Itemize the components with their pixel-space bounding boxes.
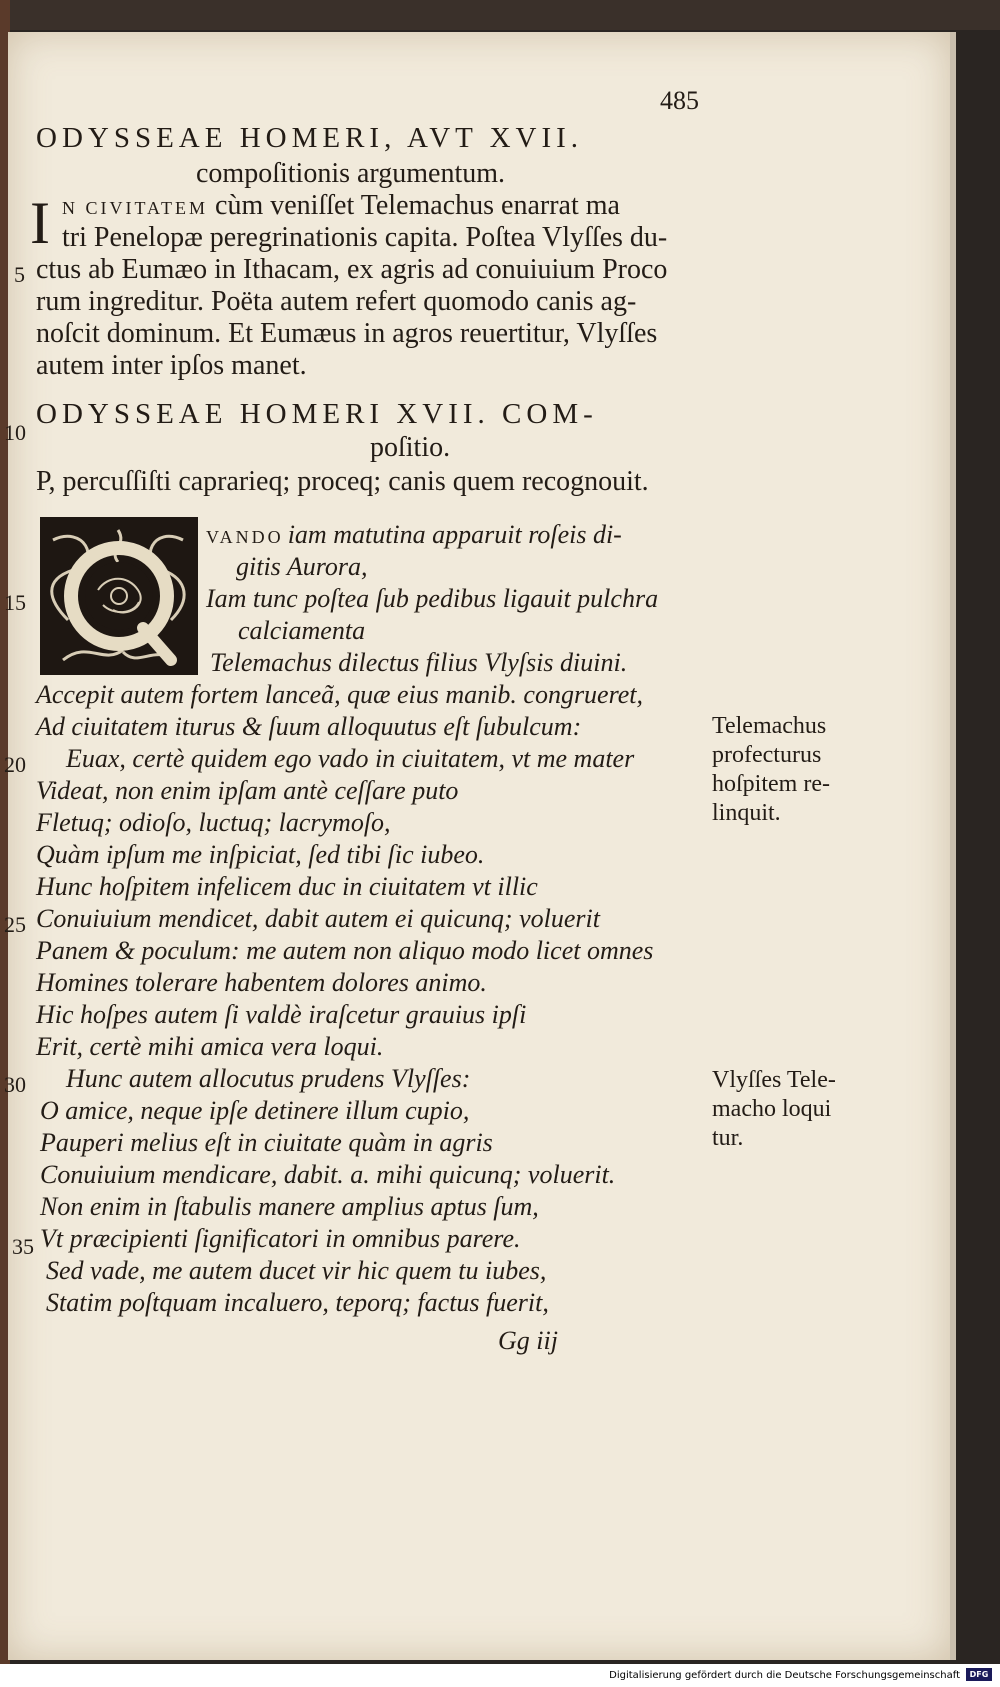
page-number: 485	[660, 86, 699, 115]
verse-line-25: Statim poſtquam incaluero, teporq; factus fuerit,	[46, 1288, 549, 1317]
verse-line-13: Conuiuium mendicet, dabit autem ei quicunq; voluerit	[36, 904, 600, 933]
signature-mark: Gg iij	[498, 1326, 558, 1355]
verse-line-16: Hic hoſpes autem ſi valdè iraſcetur grauius ipſi	[36, 1000, 527, 1029]
marginal-note-2	[712, 1066, 836, 1153]
verse-line-10: Fletuq; odioſo, luctuq; lacrymoſo,	[36, 808, 391, 837]
verse-line-8: Euax, certè quidem ego vado in ciuitatem, vt me mater	[66, 744, 635, 773]
argument-initial: I	[30, 190, 50, 256]
marginal-note-2-line: Vlyſſes Tele-	[712, 1067, 836, 1093]
verse-line-2: gitis Aurora,	[236, 552, 368, 581]
verse-line-20: Pauperi melius eſt in ciuitate quàm in agris	[40, 1128, 493, 1157]
argument-line-1	[62, 190, 620, 222]
heading-2-line-2: poſitio.	[370, 432, 451, 463]
dfg-logo: DFG	[966, 1668, 992, 1681]
verse-line-22: Non enim in ſtabulis manere amplius aptus ſum,	[40, 1192, 539, 1221]
line-number-35: 35	[12, 1234, 34, 1259]
verse-line-21: Conuiuium mendicare, dabit. a. mihi quicunq; voluerit.	[40, 1160, 616, 1189]
summary-line: P, percuſſiſti caprarieq; proceq; canis quem recognouit.	[36, 466, 649, 497]
marginal-note-1-line: linquit.	[712, 800, 781, 826]
verse-line-11: Quàm ipſum me inſpiciat, ſed tibi ſic iubeo.	[36, 840, 485, 869]
marginal-note-2-line: macho loqui	[712, 1096, 832, 1122]
line-number-5: 5	[14, 262, 25, 287]
title-line-1: ODYSSEAE HOMERI, AVT XVII.	[36, 122, 584, 154]
argument-smallcaps: N CIVITATEM	[62, 198, 209, 218]
line-number-20: 20	[4, 752, 26, 777]
line-number-15: 15	[4, 590, 26, 615]
verse-line-15: Homines tolerare habentem dolores animo.	[36, 968, 487, 997]
verse-line-4: calciamenta	[238, 616, 366, 645]
argument-line-2: tri Penelopæ peregrinationis capita. Poſtea Vlyſſes du-	[62, 222, 668, 253]
verse-line-5: Telemachus dilectus filius Vlyſsis diuini.	[210, 648, 628, 677]
verse-line-3: Iam tunc poſtea ſub pedibus ligauit pulchra	[206, 584, 659, 613]
verse-line-9: Videat, non enim ipſam antè ceſſare puto	[36, 776, 459, 805]
verse-line-18: Hunc autem allocutus prudens Vlyſſes:	[66, 1064, 471, 1093]
verse-line-6: Accepit autem fortem lanceã, quæ eius manib. congrueret,	[36, 680, 644, 709]
argument-line-6: autem inter ipſos manet.	[36, 350, 307, 381]
marginal-note-1-line: hoſpitem re-	[712, 771, 830, 797]
argument-line-1-text: cùm veniſſet Telemachus enarrat ma	[215, 190, 620, 221]
marginal-note-2-line: tur.	[712, 1125, 744, 1151]
verse-line-7: Ad ciuitatem iturus & ſuum alloquutus eſt ſubulcum:	[36, 712, 582, 741]
ornament-q-icon	[43, 520, 195, 672]
verse-line-1	[206, 520, 622, 550]
footer-credit: Digitalisierung gefördert durch die Deutsche Forschungsgemeinschaft	[609, 1670, 960, 1681]
verse-line-23: Vt præcipienti ſignificatori in omnibus parere.	[40, 1224, 521, 1253]
verse-line-19: O amice, neque ipſe detinere illum cupio,	[40, 1096, 470, 1125]
argument-line-5: noſcit dominum. Et Eumæus in agros reuertitur, Vlyſſes	[36, 318, 658, 349]
argument-line-3: ctus ab Eumæo in Ithacam, ex agris ad conuiuium Proco	[36, 254, 668, 285]
verse-line-17: Erit, certè mihi amica vera loqui.	[36, 1032, 384, 1061]
title-line-2: compoſitionis argumentum.	[196, 158, 506, 189]
verse-line-12: Hunc hoſpitem infelicem duc in ciuitatem vt illic	[36, 872, 538, 901]
verse-line-1-text: iam matutina apparuit roſeis di-	[287, 520, 622, 549]
verse-line-24: Sed vade, me autem ducet vir hic quem tu iubes,	[46, 1256, 547, 1285]
marginal-note-1-line: profecturus	[712, 742, 822, 768]
scan-border-top	[0, 0, 1000, 30]
line-number-30: 30	[4, 1072, 26, 1097]
argument-line-4: rum ingreditur. Poëta autem refert quomodo canis ag-	[36, 286, 637, 317]
verse-smallcaps: VANDO	[206, 527, 284, 547]
line-number-10: 10	[4, 420, 26, 445]
line-number-25: 25	[4, 912, 26, 937]
heading-2-line-1: ODYSSEAE HOMERI XVII. COM-	[36, 398, 598, 430]
marginal-note-1	[712, 712, 830, 828]
verse-line-14: Panem & poculum: me autem non aliquo modo licet omnes	[36, 936, 654, 965]
decorated-initial-q	[40, 517, 198, 675]
marginal-note-1-line: Telemachus	[712, 713, 827, 739]
